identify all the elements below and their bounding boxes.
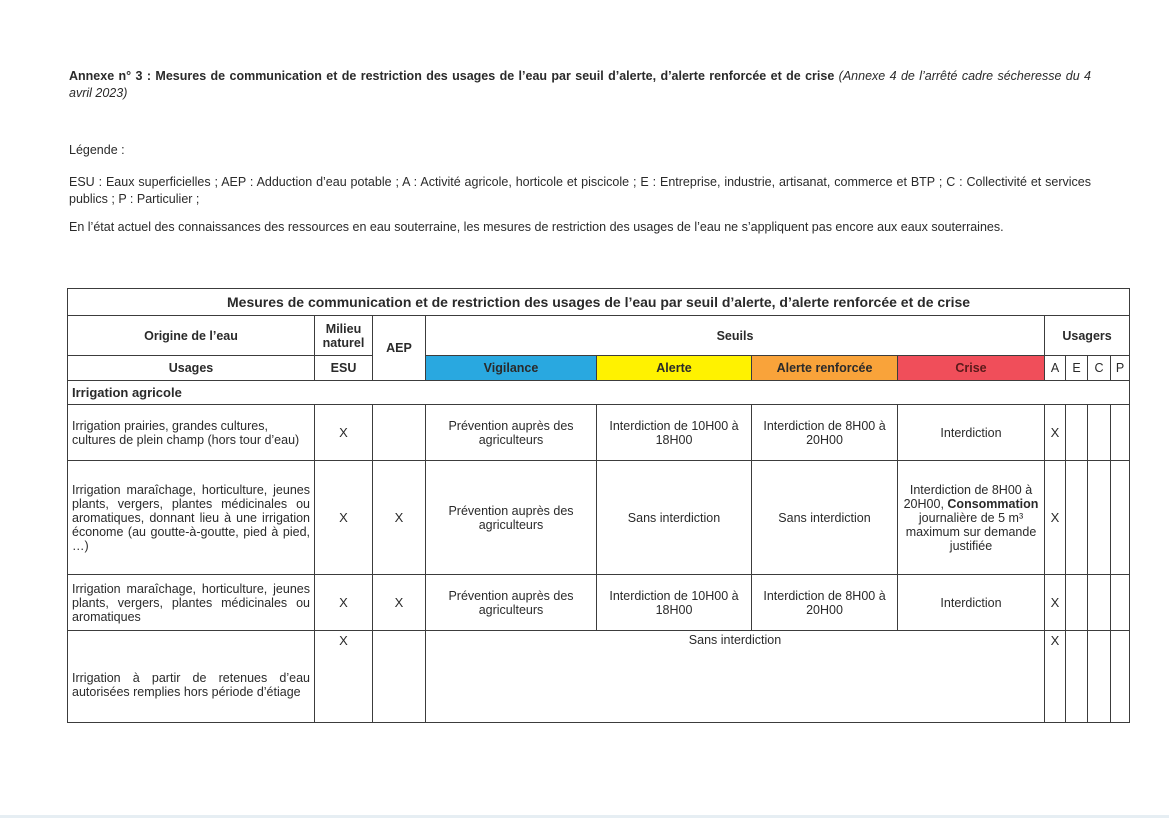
legend-text: ESU : Eaux superficielles ; AEP : Adduction d’eau potable ; A : Activité agricole, horticole et piscicole ; E : Entreprise, industrie, artisanat, commerce et BTP ; C : Collectivité et services publics ; P : Particulier ; — [69, 175, 1091, 206]
usager-p-cell — [1111, 575, 1130, 631]
usager-e-cell — [1066, 405, 1088, 461]
header-alerte-renforcee: Alerte renforcée — [752, 356, 898, 381]
usager-p-cell — [1111, 461, 1130, 575]
header-usager-c: C — [1088, 356, 1111, 381]
usager-e-cell — [1066, 575, 1088, 631]
esu-cell: X — [315, 575, 373, 631]
usager-c-cell — [1088, 405, 1111, 461]
header-milieu-naturel: Milieu naturel — [315, 316, 373, 356]
header-usagers: Usagers — [1045, 316, 1130, 356]
usager-c-cell — [1088, 575, 1111, 631]
usager-e-cell — [1066, 631, 1088, 723]
alerte-cell: Sans interdiction — [597, 461, 752, 575]
aep-cell — [373, 405, 426, 461]
measures-table — [67, 288, 1130, 723]
usager-c-cell — [1088, 461, 1111, 575]
usage-cell: Irrigation prairies, grandes cultures, cultures de plein champ (hors tour d’eau) — [68, 405, 315, 461]
crise-cell-bold: Consommation — [947, 496, 1039, 511]
usager-a-cell: X — [1045, 405, 1066, 461]
category-row: Irrigation agricole — [68, 381, 1130, 405]
seuils-all-cell: Sans interdiction — [426, 631, 1045, 723]
usager-p-cell — [1111, 631, 1130, 723]
esu-cell: X — [315, 631, 373, 723]
vigilance-cell: Prévention auprès des agriculteurs — [426, 575, 597, 631]
usage-cell: Irrigation à partir de retenues d’eau autorisées remplies hors période d’étiage — [68, 631, 315, 723]
header-usager-e: E — [1066, 356, 1088, 381]
header-crise: Crise — [898, 356, 1045, 381]
header-origine: Origine de l’eau — [68, 316, 315, 356]
crise-cell: Interdiction — [898, 405, 1045, 461]
table-row — [68, 631, 1130, 723]
alerte-cell: Interdiction de 10H00 à 18H00 — [597, 405, 752, 461]
usager-a-cell: X — [1045, 575, 1066, 631]
usage-cell: Irrigation maraîchage, horticulture, jeunes plants, vergers, plantes médicinales ou aromatiques, donnant lieu à une irrigation économe (au goutte-à-goutte, pied à pied, …) — [68, 461, 315, 575]
usager-a-cell: X — [1045, 631, 1066, 723]
usager-e-cell — [1066, 461, 1088, 575]
legend-title: Légende : — [69, 143, 125, 157]
table-row — [68, 575, 1130, 631]
header-aep: AEP — [373, 316, 426, 381]
esu-cell: X — [315, 405, 373, 461]
table-row — [68, 405, 1130, 461]
crise-cell-line2: journalière de 5 m³ maximum sur demande justifiée — [905, 510, 1037, 553]
alerte-cell: Interdiction de 10H00 à 18H00 — [597, 575, 752, 631]
header-esu: ESU — [315, 356, 373, 381]
alerte-renforcee-cell: Interdiction de 8H00 à 20H00 — [752, 575, 898, 631]
usager-c-cell — [1088, 631, 1111, 723]
header-usager-p: P — [1111, 356, 1130, 381]
aep-cell: X — [373, 575, 426, 631]
usager-p-cell — [1111, 405, 1130, 461]
annex-heading-title: Annexe n° 3 : Mesures de communication et de restriction des usages de l’eau par seuil d’alerte, d’alerte renforcée et de crise — [69, 69, 835, 83]
header-alerte: Alerte — [597, 356, 752, 381]
groundwater-note: En l’état actuel des connaissances des ressources en eau souterraine, les mesures de restriction des usages de l’eau ne s’appliquent pas encore aux eaux souterraines. — [69, 220, 1004, 234]
aep-cell — [373, 631, 426, 723]
scan-edge-divider — [0, 815, 1169, 818]
crise-cell-line1: Interdiction de 8H00 à 20H00, — [903, 482, 1033, 511]
crise-cell: Interdiction — [898, 575, 1045, 631]
vigilance-cell: Prévention auprès des agriculteurs — [426, 405, 597, 461]
header-seuils: Seuils — [426, 316, 1045, 356]
header-usages: Usages — [68, 356, 315, 381]
esu-cell: X — [315, 461, 373, 575]
header-usager-a: A — [1045, 356, 1066, 381]
annex-heading — [69, 68, 1091, 102]
vigilance-cell: Prévention auprès des agriculteurs — [426, 461, 597, 575]
alerte-renforcee-cell: Interdiction de 8H00 à 20H00 — [752, 405, 898, 461]
annex-heading-reference: (Annexe 4 de l’arrêté cadre sécheresse du 4 avril 2023) — [69, 69, 1092, 100]
aep-cell: X — [373, 461, 426, 575]
table-title: Mesures de communication et de restriction des usages de l’eau par seuil d’alerte, d’alerte renforcée et de crise — [68, 289, 1130, 316]
alerte-renforcee-cell: Sans interdiction — [752, 461, 898, 575]
table-row — [68, 461, 1130, 575]
header-vigilance: Vigilance — [426, 356, 597, 381]
usager-a-cell: X — [1045, 461, 1066, 575]
usage-cell: Irrigation maraîchage, horticulture, jeunes plants, vergers, plantes médicinales ou aromatiques — [68, 575, 315, 631]
crise-cell — [898, 461, 1045, 575]
